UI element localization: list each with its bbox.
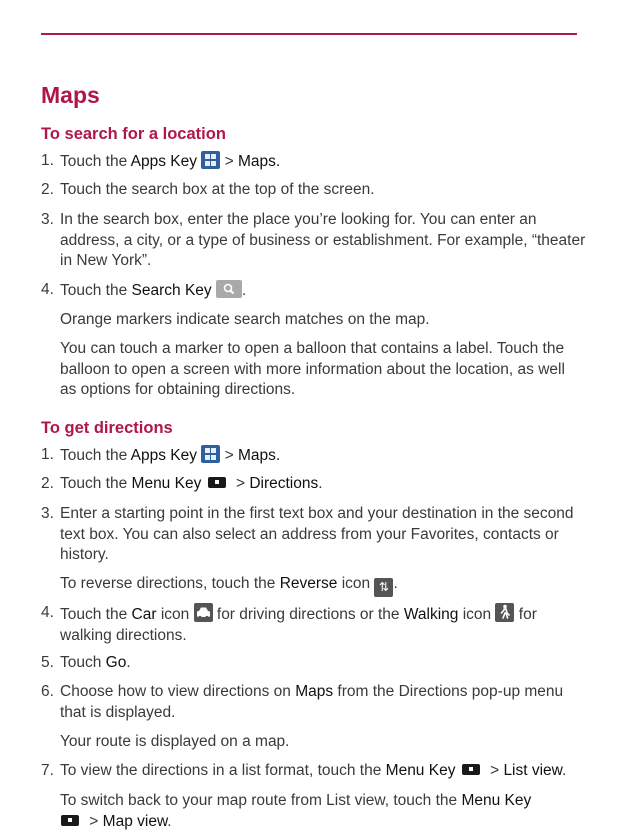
search-step-1 — [41, 151, 586, 173]
menu-key-label: Menu Key — [385, 762, 456, 779]
note-text: . — [393, 575, 398, 592]
search-step-3 — [41, 210, 586, 272]
step-text: . — [241, 282, 247, 299]
menu-key-icon — [462, 764, 480, 775]
search-step-4 — [41, 280, 586, 302]
directions-step-3 — [41, 504, 586, 566]
step-number: 1. — [41, 152, 54, 169]
map-view-label: Map view — [102, 812, 168, 830]
step-text: icon — [156, 606, 194, 623]
step-text: Touch the — [60, 447, 131, 464]
note-switch-back — [60, 791, 580, 832]
menu-key-label: Menu Key — [461, 792, 532, 809]
step-text: . — [562, 762, 567, 779]
note-text: . — [167, 812, 172, 830]
car-label: Car — [131, 606, 157, 623]
maps-label: Maps — [295, 683, 334, 700]
directions-step-5 — [41, 653, 586, 674]
step-number: 6. — [41, 683, 54, 700]
list-view-label: List view — [503, 762, 563, 779]
step-text: Touch the — [60, 475, 132, 492]
section-heading-search: To search for a location — [41, 125, 226, 143]
header-rule — [41, 33, 577, 35]
step-number: 3. — [41, 211, 54, 228]
step-text: for walking directions. — [60, 606, 537, 644]
apps-key-label: Apps Key — [130, 153, 198, 170]
step-number: 2. — [41, 475, 54, 492]
maps-label: Maps. — [238, 447, 281, 464]
note-text: icon — [337, 575, 371, 592]
walking-label: Walking — [403, 606, 459, 623]
step-text: > — [220, 447, 239, 464]
note-reverse — [60, 574, 580, 597]
step-text: > — [231, 475, 250, 492]
step-number: 7. — [41, 762, 54, 779]
swap-arrows-icon: ⇅ — [374, 578, 393, 597]
step-text: Touch — [60, 654, 106, 671]
step-text: Touch the — [60, 282, 132, 299]
step-text: for driving directions or the — [212, 606, 404, 623]
note-text: To switch back to your map route from List view, touch the — [60, 792, 462, 809]
note-route: Your route is displayed on a map. — [60, 733, 290, 750]
step-number: 3. — [41, 505, 54, 522]
section-heading-directions: To get directions — [41, 419, 173, 437]
menu-key-icon — [61, 815, 79, 826]
pedestrian-icon — [495, 603, 514, 622]
directions-step-4 — [41, 603, 586, 646]
directions-step-7 — [41, 761, 586, 782]
directions-step-2 — [41, 474, 586, 495]
reverse-label: Reverse — [279, 575, 338, 592]
step-text: Touch the — [60, 153, 131, 170]
step-text: icon — [458, 606, 496, 623]
page-title: Maps — [41, 82, 100, 108]
note-balloon: You can touch a marker to open a balloon that contains a label. Touch the balloon to open a screen with more information about the location, as well as options for obtaining directions. — [60, 340, 565, 398]
directions-step-6 — [41, 682, 586, 723]
step-text: > — [485, 762, 504, 779]
menu-key-label: Menu Key — [131, 475, 202, 492]
step-number: 2. — [41, 181, 54, 198]
step-text: . — [126, 654, 131, 671]
directions-label: Directions — [249, 475, 319, 492]
step-text: Choose how to view directions on — [60, 683, 296, 700]
go-label: Go — [105, 654, 127, 671]
step-text: In the search box, enter the place you’re looking for. You can enter an address, a city, or a type of business or establishment. For example, “theater in New York”. — [60, 211, 586, 269]
car-icon — [194, 603, 213, 622]
step-text: Enter a starting point in the first text box and your destination in the second text box. You can also select an address from your Favorites, contacts or history. — [60, 505, 574, 563]
step-number: 4. — [41, 281, 54, 298]
maps-label: Maps. — [238, 153, 281, 170]
apps-grid-icon — [201, 445, 220, 463]
step-text: Touch the search box at the top of the screen. — [60, 181, 375, 198]
note-text: > — [85, 812, 103, 830]
search-key-label: Search Key — [131, 282, 212, 299]
step-number: 4. — [41, 604, 54, 621]
step-text: > — [220, 153, 239, 170]
menu-key-icon — [208, 477, 226, 488]
step-number: 5. — [41, 654, 54, 671]
magnifier-icon — [216, 280, 242, 298]
step-number: 1. — [41, 446, 54, 463]
step-text: Touch the — [60, 606, 132, 623]
search-step-2 — [41, 180, 586, 201]
note-orange-markers: Orange markers indicate search matches on the map. — [60, 311, 430, 328]
note-text: To reverse directions, touch the — [60, 575, 280, 592]
apps-key-label: Apps Key — [130, 447, 198, 464]
step-text: from the Directions pop-up menu that is displayed. — [60, 683, 564, 721]
apps-grid-icon — [201, 151, 220, 169]
step-text: . — [318, 475, 323, 492]
step-text: To view the directions in a list format, touch the — [60, 762, 386, 779]
directions-step-1 — [41, 445, 586, 467]
